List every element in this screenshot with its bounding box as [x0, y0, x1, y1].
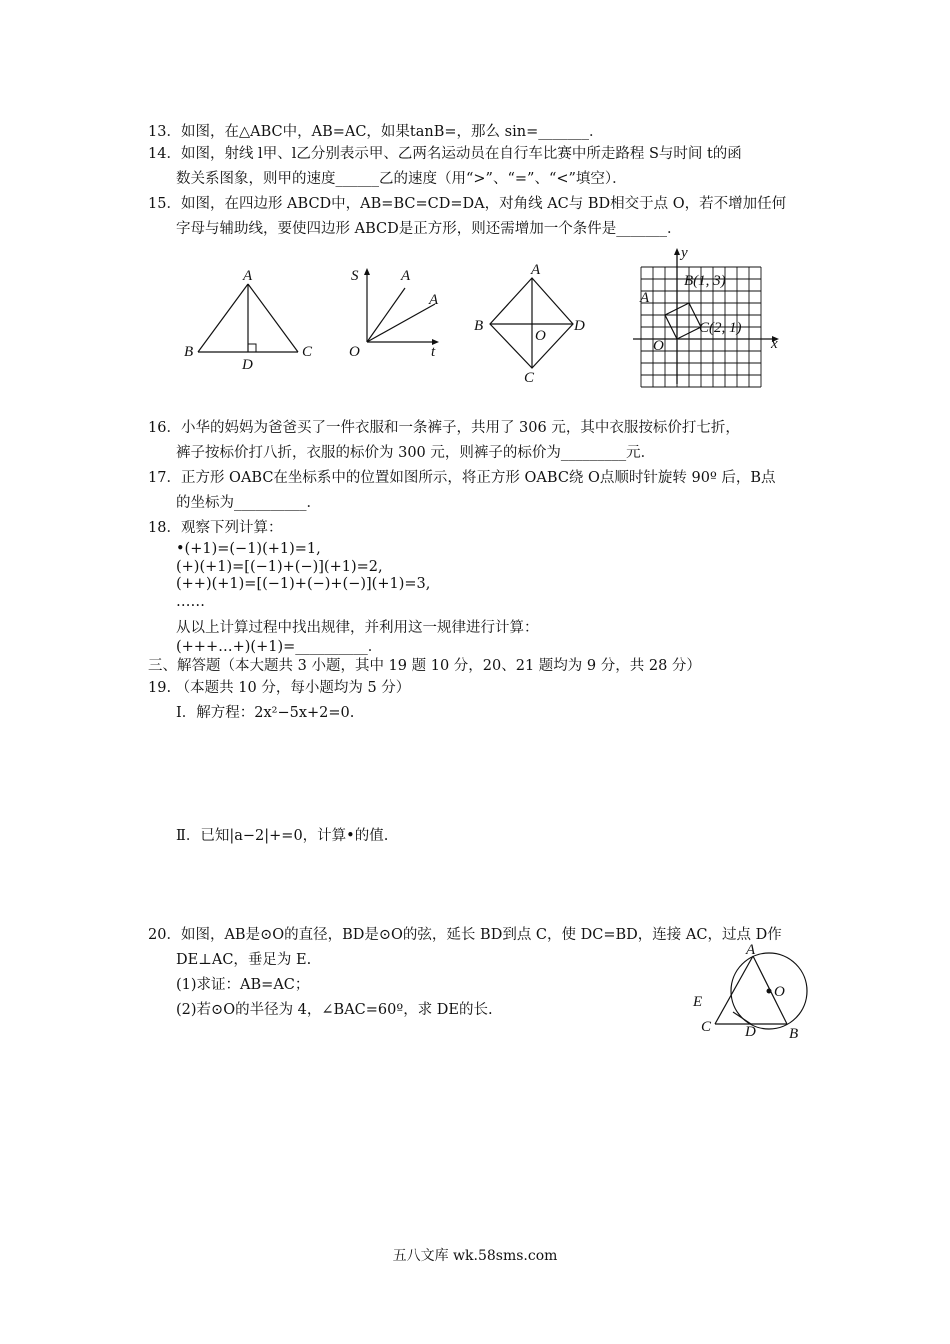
question-19-part1: Ⅰ．解方程：2x²−5x+2=0. — [176, 705, 355, 721]
fig3-label-b: B — [474, 318, 484, 334]
question-16-line2: 裤子按标价打八折，衣服的标价为 300 元，则裤子的标价为_________元． — [176, 445, 656, 461]
question-18-title: 18．观察下列计算： — [148, 520, 283, 536]
figure-rhombus-abcd — [470, 258, 590, 386]
question-13: 13．如图，在△ABC中，AB=AC，如果tanB=，那么 sin=_______． — [148, 124, 604, 140]
fig4-label-o: O — [653, 338, 664, 354]
fig5-label-o: O — [774, 984, 785, 1000]
fig1-label-d: D — [242, 357, 253, 373]
question-18-line6: (+++…+)(+1)=__________． — [176, 639, 383, 655]
fig1-label-a: A — [243, 268, 253, 284]
question-16-line1: 16．小华的妈妈为爸爸买了一件衣服和一条裤子，共用了 306 元，其中衣服按标价打七折， — [148, 420, 740, 436]
question-18-line1: •(+1)=(−1)(+1)=1, — [176, 541, 321, 557]
question-19-part2: Ⅱ．已知|a−2|+=0，计算•的值. — [176, 828, 389, 844]
question-18-line5: 从以上计算过程中找出规律，并利用这一规律进行计算： — [176, 620, 539, 636]
figure-triangle-abc — [180, 262, 320, 374]
figure-circle-o — [685, 936, 815, 1046]
fig3-label-a: A — [531, 262, 541, 278]
fig2-label-s: S — [351, 268, 359, 284]
figure-coordinate-grid — [625, 244, 790, 389]
question-17-line2: 的坐标为__________． — [176, 495, 321, 511]
page-footer: 五八文库 wk.58sms.com — [392, 1248, 558, 1264]
fig4-label-b: B(1, 3) — [684, 273, 726, 289]
fig5-label-e: E — [693, 994, 703, 1010]
fig1-label-b: B — [184, 344, 194, 360]
fig2-label-o: O — [349, 344, 360, 360]
question-15-line1: 15．如图，在四边形 ABCD中，AB=BC=CD=DA，对角线 AC与 BD相交于点 O，若不增加任何 — [148, 196, 787, 212]
question-18-line3: (++)(+1)=[(−1)+(−)+(−)](+1)=3, — [176, 576, 431, 592]
fig5-label-b: B — [789, 1026, 799, 1042]
question-14-line2: 数关系图象，则甲的速度______乙的速度（用“>”、“=”、“<”填空）． — [176, 171, 627, 187]
fig4-label-a: A — [640, 290, 650, 306]
question-20-line1: 20．如图，AB是⊙O的直径，BD是⊙O的弦，延长 BD到点 C，使 DC=BD，连接 AC，过点 D作 — [148, 927, 782, 943]
fig2-label-a1: A — [401, 268, 411, 284]
section-3-heading: 三、解答题（本大题共 3 小题，其中 19 题 10 分，20、21 题均为 9 分，共 28 分） — [148, 658, 701, 674]
fig5-label-c: C — [701, 1019, 712, 1035]
question-17-line1: 17．正方形 OABC在坐标系中的位置如图所示，将正方形 OABC绕 O点顺时针旋转 90º 后，B点 — [148, 470, 776, 486]
fig5-label-a: A — [746, 942, 756, 958]
fig5-label-d: D — [745, 1024, 756, 1040]
fig3-label-d: D — [574, 318, 585, 334]
question-20-line2: DE⊥AC，垂足为 E. — [176, 952, 312, 968]
question-18-line2: (+)(+1)=[(−1)+(−)](+1)=2, — [176, 559, 383, 575]
question-14-line1: 14．如图，射线 l甲、l乙分别表示甲、乙两名运动员在自行车比赛中所走路程 S与时间 t的函 — [148, 146, 742, 162]
fig2-label-a2: A — [429, 292, 439, 308]
fig1-label-c: C — [302, 344, 313, 360]
question-18-line4: …… — [176, 594, 205, 610]
fig2-label-t: t — [431, 344, 436, 360]
figure-distance-time-graph — [345, 262, 455, 362]
question-19-title: 19. （本题共 10 分，每小题均为 5 分） — [148, 680, 411, 696]
fig3-label-c: C — [524, 370, 535, 386]
fig3-label-o: O — [535, 328, 546, 344]
fig4-label-y: y — [681, 245, 688, 261]
question-20-part1: (1)求证：AB=AC； — [176, 977, 310, 993]
question-20-part2: (2)若⊙O的半径为 4，∠BAC=60º，求 DE的长. — [176, 1002, 493, 1018]
question-15-line2: 字母与辅助线，要使四边形 ABCD是正方形，则还需增加一个条件是_______． — [176, 221, 682, 237]
fig4-label-x: x — [771, 336, 778, 352]
fig4-label-c: C(2, 1) — [699, 320, 742, 336]
